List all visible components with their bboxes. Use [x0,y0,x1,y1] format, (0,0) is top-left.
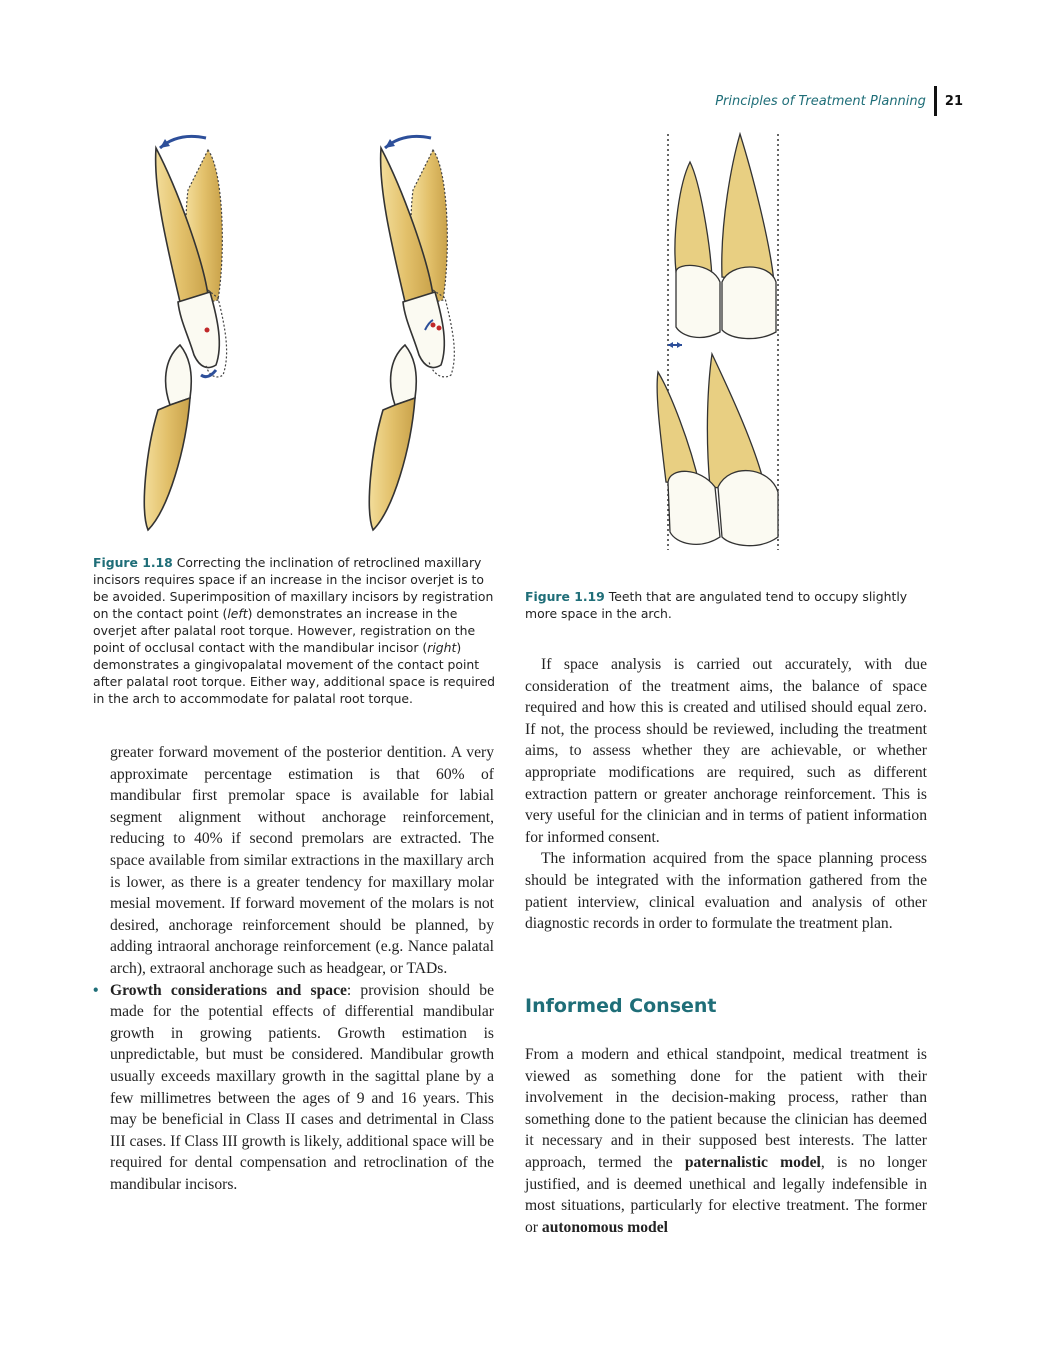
caption-italic: left [227,606,248,621]
bullet-term: Growth considerations and space [110,981,347,999]
right-column-text [525,654,927,935]
bold-term: paternalistic model [684,1153,821,1171]
right-incisor-pair [369,136,454,530]
bold-term: autonomous model [541,1218,668,1236]
caption-text: ) demonstrates an increase in the overjet after palatal root torque. However, registration on the point of occlusal contact with the mandibular incisor ( [93,606,476,655]
running-title: Principles of Treatment Planning [715,93,926,109]
paragraph: The information acquired from the space planning process should be integrated with the information gathered from the patient interview, clinical evaluation and analysis of other diagnostic records in order to formulate the treatment plan. [525,850,927,933]
caption-text: ) demonstrates a gingivopalatal movement of the contact point after palatal root torque. Either way, additional space is required in the arch to accommodate for palatal root torque. [93,640,495,706]
caption-italic: right [427,640,457,655]
page-number: 21 [944,93,963,109]
figure-label: Figure 1.19 [525,589,605,604]
running-header [715,86,963,116]
angulated-teeth [657,354,778,546]
figure-1-18-illustration [108,130,508,550]
bullet-text: : provision should be made for the potential effects of differential mandibular growth in growing patients. Growth estimation is unpredictable, but must be considered. Mandibular growth usually exceeds maxillary growth in the sagittal plane by a few millimetres between the ages of 9 and 16 years. This may be beneficial in Class II cases and detrimental in Class III cases. If Class III growth is likely, additional space will be required for dental compensation and retroclination of the mandibular incisors. [110,981,495,1193]
paragraph [525,1044,927,1238]
section-heading: Informed Consent [525,995,717,1017]
left-incisor-pair [144,136,226,530]
text-run: , is no longer justified, and is deemed unethical and legally indefensible in most situations, particularly for elective treatment. The former or [525,1153,927,1236]
caption-text: Correcting the inclination of retroclined maxillary incisors requires space if an increase in the incisor overjet is to be avoided. Superimposition of maxillary incisors by registration on the contact point ( [93,555,494,621]
bullet-icon: • [93,981,99,999]
figure-1-19-illustration [640,132,800,552]
figure-1-19-caption [525,588,925,622]
informed-consent-text [525,1044,927,1238]
upright-teeth [675,134,776,339]
header-divider [934,86,937,116]
caption-text: Teeth that are angulated tend to occupy slightly more space in the arch. [525,589,908,621]
paragraph: greater forward movement of the posterior dentition. A very approximate percentage estimation is that 60% of mandibular first premolar space is available for labial segment alignment without anchorage reinforcement, reducing to 40% if second premolars are extracted. The space available from similar extractions in the maxillary arch is lower, as there is a greater tendency for maxillary molar mesial movement. If forward movement of the molars is not desired, anchorage reinforcement should be planned, by adding intraoral anchorage reinforcement (e.g. Nance palatal arch), extraoral anchorage such as headgear, or TADs. [110,744,494,977]
figure-label: Figure 1.18 [93,555,173,570]
paragraph: If space analysis is carried out accurately, with due consideration of the treatment aims, the balance of space required and how this is created and utilised should equal zero. If not, the process should be reviewed, including the treatment aims, to assess whether they are achievable, or whether appropriate modifications are required, such as different extraction pattern or greater anchorage reinforcement. This is very useful for the clinician and in terms of patient information for informed consent. [525,656,927,846]
figure-1-18-caption [93,554,498,707]
left-column-text [93,742,495,1195]
bullet-item [93,980,495,1196]
spacing-indicator [668,342,682,348]
text-run: From a modern and ethical standpoint, medical treatment is viewed as something done for the patient with their involvement in the decision-making process, rather than something done to the patient because the clinician has deemed it necessary and in their supposed best interests. The latter approach, termed the [525,1046,927,1171]
